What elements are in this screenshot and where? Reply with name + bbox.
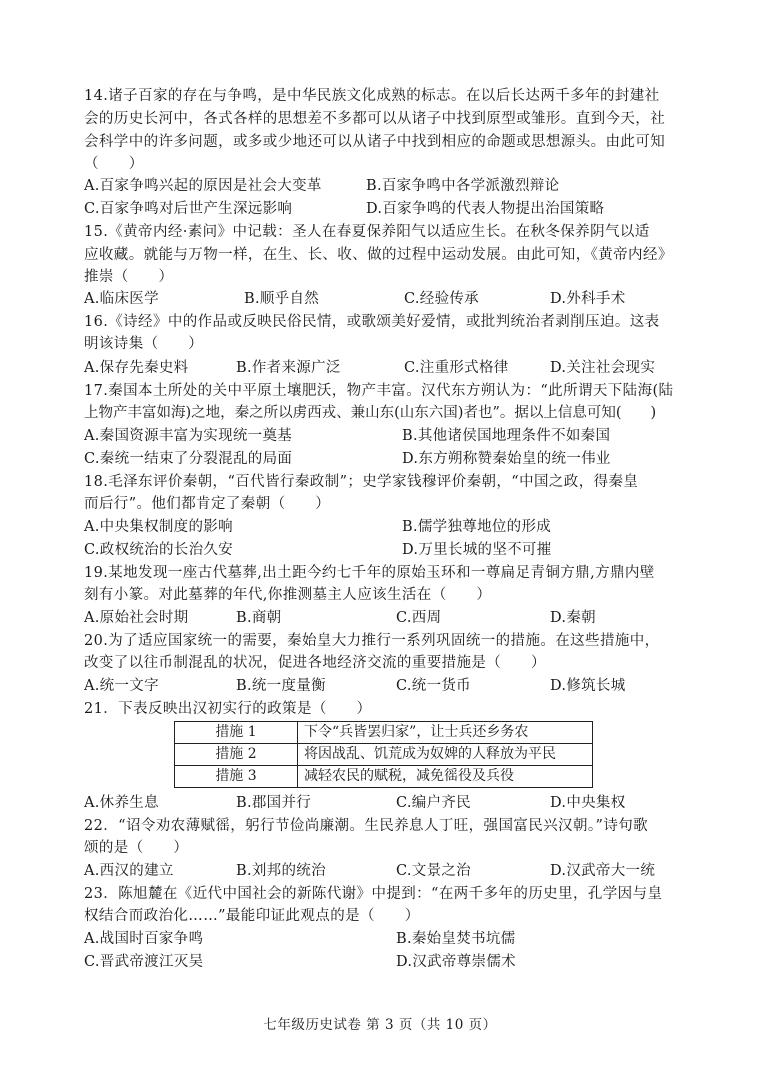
q19-line: 19.某地发现一座古代墓葬,出土距今约七千年的原始玉环和一尊扁足青铜方鼎,方鼎内壁: [84, 565, 655, 581]
q23-line: 23．陈旭麓在《近代中国社会的新陈代谢》中提到：“在两千多年的历史里，孔学因与皇: [84, 886, 663, 902]
q19-option-a: A.原始社会时期: [84, 610, 189, 626]
q19-option-c: C.西周: [396, 610, 442, 626]
q22-line: 22．“诏令劝农薄赋徭，躬行节俭尚廉潮。生民养息人丁旺，强国富民兴汉朝。”诗句歌: [84, 818, 649, 834]
q16-option-b: B.作者来源广泛: [236, 360, 341, 376]
q15-option-d: D.外科手术: [550, 291, 626, 307]
table-cell: 减轻农民的赋税，减免徭役及兵役: [298, 766, 593, 788]
table-row: [175, 744, 593, 766]
q20-line: 20.为了适应国家统一的需要，秦始皇大力推行一系列巩固统一的措施。在这些措施中，: [84, 633, 660, 649]
q14-line: 14.诸子百家的存在与争鸣，是中华民族文化成熟的标志。在以后长达两千多年的封建社: [84, 88, 660, 104]
q20-line: 改变了以往币制混乱的状况，促进各地经济交流的重要措施是（ ）: [84, 655, 546, 671]
q17-option-c: C.秦统一结束了分裂混乱的局面: [84, 451, 293, 467]
q20-option-b: B.统一度量衡: [236, 678, 326, 694]
q16-line: 明该诗集（ ）: [84, 336, 204, 352]
q15-option-a: A.临床医学: [84, 291, 159, 307]
q20-option-d: D.修筑长城: [550, 678, 626, 694]
q14-line: 会的历史长河中，各式各样的思想差不多都可以从诸子中找到原型或雏形。直到今天，社: [84, 111, 666, 127]
q21-line: 21．下表反映出汉初实行的政策是（ ）: [84, 701, 372, 717]
table-cell: 措施 2: [175, 744, 298, 766]
table-cell: 措施 1: [175, 722, 298, 744]
q21-option-d: D.中央集权: [550, 795, 626, 811]
q20-option-a: A.统一文字: [84, 678, 159, 694]
q18-option-b: B.儒学独尊地位的形成: [402, 519, 552, 535]
q20-option-c: C.统一货币: [396, 678, 471, 694]
q17-option-d: D.东方朔称赞秦始皇的统一伟业: [402, 451, 611, 467]
q22-option-d: D.汉武帝大一统: [550, 863, 656, 879]
q23-option-b: B.秦始皇焚书坑儒: [396, 931, 516, 947]
q14-option-d: D.百家争鸣的代表人物提出治国策略: [366, 201, 605, 217]
q14-line: 会科学中的许多问题，或多或少地还可以从诸子中找到相应的命题或思想源头。由此可知: [84, 134, 666, 150]
q23-option-a: A.战国时百家争鸣: [84, 931, 204, 947]
q19-option-b: B.商朝: [236, 610, 282, 626]
q17-line: 上物产丰富如海)之地，秦之所以虏西戎、兼山东(山东六国)者也”。据以上信息可知( ): [84, 405, 657, 421]
q23-option-c: C.晋武帝渡江灭吴: [84, 954, 204, 970]
q14-option-a: A.百家争鸣兴起的原因是社会大变革: [84, 178, 322, 194]
q17-line: 17.秦国本土所处的关中平原土壤肥沃，物产丰富。汉代东方朔认为：“此所谓天下陆海(陆: [84, 383, 674, 399]
q21-option-c: C.编户齐民: [396, 795, 471, 811]
q16-option-c: C.注重形式格律: [404, 360, 509, 376]
q23-line: 权结合而政治化……”最能印证此观点的是（ ）: [84, 908, 420, 924]
page-footer: 七年级历史试卷 第 3 页（共 10 页）: [263, 1017, 497, 1033]
q16-option-d: D.关注社会现实: [550, 360, 656, 376]
table-cell: 措施 3: [175, 766, 298, 788]
q15-line: 应收藏。就能与万物一样，在生、长、收、做的过程中运动发展。由此可知，《黄帝内经》: [84, 247, 673, 263]
q22-line: 颂的是（ ）: [84, 840, 189, 856]
q15-option-c: C.经验传承: [404, 291, 479, 307]
q22-option-a: A.西汉的建立: [84, 863, 174, 879]
q16-line: 16.《诗经》中的作品或反映民俗民情，或歌颂美好爱情，或批判统治者剥削压迫。这表: [84, 314, 660, 330]
q18-line: 18.毛泽东评价秦朝，“百代皆行秦政制”；史学家钱穆评价秦朝，“中国之政，得秦皇: [84, 474, 639, 490]
q19-line: 刻有小篆。对此墓葬的年代,你推测墓主人应该生活在（ ）: [84, 587, 492, 603]
table-cell: 下令“兵皆罢归家”，让士兵还乡务农: [298, 722, 593, 744]
q15-line: 推崇（ ）: [84, 269, 174, 285]
q15-option-b: B.顺乎自然: [244, 291, 320, 307]
measures-table: [174, 721, 593, 788]
q19-option-d: D.秦朝: [550, 610, 596, 626]
q21-option-a: A.休养生息: [84, 795, 159, 811]
q14-option-c: C.百家争鸣对后世产生深远影响: [84, 201, 293, 217]
table-row: [175, 766, 593, 788]
q17-option-a: A.秦国资源丰富为实现统一奠基: [84, 428, 293, 444]
q18-option-d: D.万里长城的坚不可摧: [402, 542, 552, 558]
q14-line: （ ）: [84, 156, 144, 172]
q18-option-c: C.政权统治的长治久安: [84, 542, 233, 558]
table-cell: 将因战乱、饥荒成为奴婢的人释放为平民: [298, 744, 593, 766]
q18-option-a: A.中央集权制度的影响: [84, 519, 233, 535]
q17-option-b: B.其他诸侯国地理条件不如秦国: [402, 428, 611, 444]
q21-option-b: B.郡国并行: [236, 795, 312, 811]
q16-option-a: A.保存先秦史料: [84, 360, 189, 376]
q18-line: 而后行”。他们都肯定了秦朝（ ）: [84, 496, 331, 512]
q22-option-c: C.文景之治: [396, 863, 471, 879]
table-row: [175, 722, 593, 744]
q23-option-d: D.汉武帝尊崇儒术: [396, 954, 516, 970]
q14-option-b: B.百家争鸣中各学派激烈辩论: [366, 178, 560, 194]
q22-option-b: B.刘邦的统治: [236, 863, 326, 879]
q15-line: 15.《黄帝内经·素问》中记载：圣人在春夏保养阳气以适应生长。在秋冬保养阴气以适: [84, 224, 650, 240]
